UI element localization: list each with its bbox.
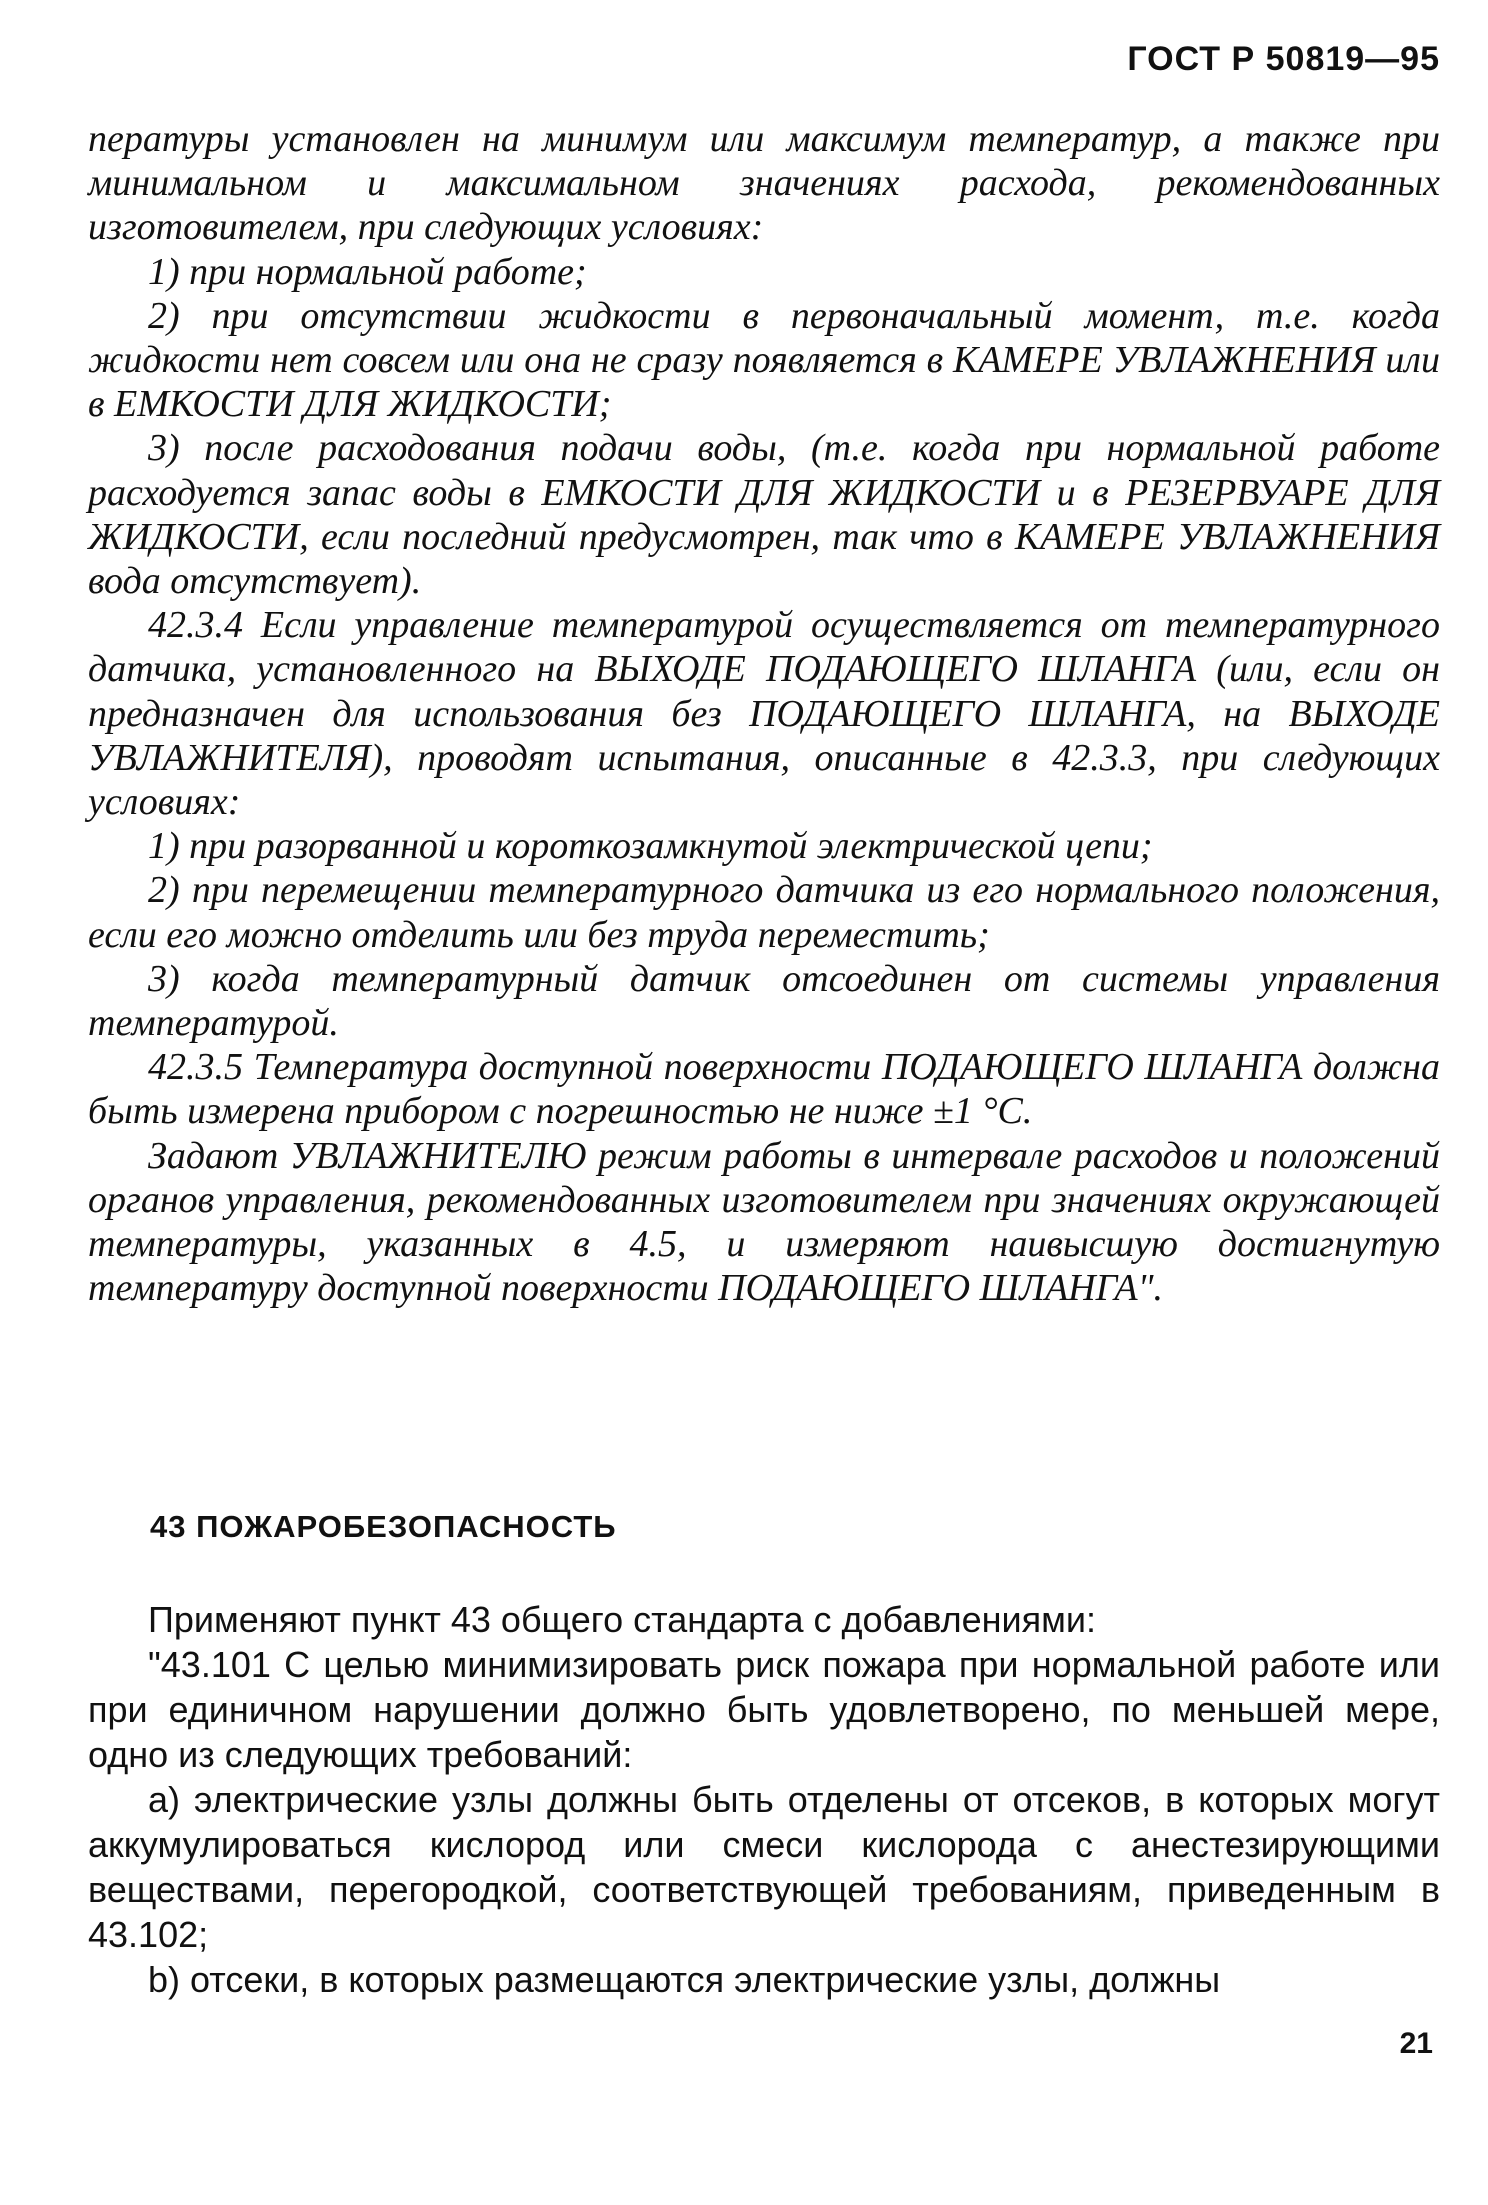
page-number: 21 xyxy=(1399,2027,1433,2060)
section-heading: 43 ПОЖАРОБЕЗОПАСНОСТЬ xyxy=(150,1509,617,1544)
clause-43-101: "43.101 С целью минимизировать риск пожара при нормальной работе или при единичном нарушении должно быть удовлетворено, по меньшей мере, одно из следующих требований: xyxy=(88,1644,1440,1775)
italic-text-section xyxy=(88,117,1440,1310)
list-item: а) электрические узлы должны быть отделены от отсеков, в которых могут аккумулироваться кислород или смеси кислорода с анестезирующими веществами, перегородкой, соответствующей требованиям, приведенным в 43.102; xyxy=(88,1779,1440,1955)
document-header: ГОСТ Р 50819—95 xyxy=(1127,40,1440,78)
paragraph-continuation: пературы установлен на минимум или максимум температур, а также при минимальном и максимальном значениях расхода, рекомендованных изготовителем, при следующих условиях: xyxy=(88,118,1440,249)
paragraph: Применяют пункт 43 общего стандарта с добавлениями: xyxy=(148,1599,1097,1640)
list-item: b) отсеки, в которых размещаются электрические узлы, должны xyxy=(148,1959,1221,2000)
list-item: 2) при перемещении температурного датчика из его нормального положения, если его можно отделить или без труда переместить; xyxy=(88,869,1440,956)
list-item: 3) после расходования подачи воды, (т.е. когда при нормальной работе расходуется запас воды в ЕМКОСТИ ДЛЯ ЖИДКОСТИ и в РЕЗЕРВУАРЕ ДЛЯ ЖИДКОСТИ, если последний предусмотрен, так что в КАМЕРЕ УВЛАЖНЕНИЯ вода отсутствует). xyxy=(88,427,1440,603)
list-item: 1) при разорванной и короткозамкнутой электрической цепи; xyxy=(148,825,1153,868)
paragraph: Задают УВЛАЖНИТЕЛЮ режим работы в интервале расходов и положений органов управления, рекомендованных изготовителем при значениях окружающей температуры, указанных в 4.5, и измеряют наивысшую достигнутую температуру доступной поверхности ПОДАЮЩЕГО ШЛАНГА". xyxy=(88,1134,1440,1310)
list-item: 2) при отсутствии жидкости в первоначальный момент, т.е. когда жидкости нет совсем или она не сразу появляется в КАМЕРЕ УВЛАЖНЕНИЯ или в ЕМКОСТИ ДЛЯ ЖИДКОСТИ; xyxy=(88,294,1440,426)
clause-42-3-5: 42.3.5 Температура доступной поверхности ПОДАЮЩЕГО ШЛАНГА должна быть измерена прибором с погрешностью не ниже ±1 °С. xyxy=(88,1046,1440,1133)
list-item: 1) при нормальной работе; xyxy=(148,250,587,293)
clause-42-3-4: 42.3.4 Если управление температурой осуществляется от температурного датчика, установленного на ВЫХОДЕ ПОДАЮЩЕГО ШЛАНГА (или, если он предназначен для использования без ПОДАЮЩЕГО ШЛАНГА, на ВЫХОДЕ УВЛАЖНИТЕЛЯ), проводят испытания, описанные в 42.3.3, при следующих условиях: xyxy=(88,604,1440,824)
list-item: 3) когда температурный датчик отсоединен от системы управления температурой. xyxy=(88,957,1440,1045)
section-43-body xyxy=(88,1597,1440,2002)
